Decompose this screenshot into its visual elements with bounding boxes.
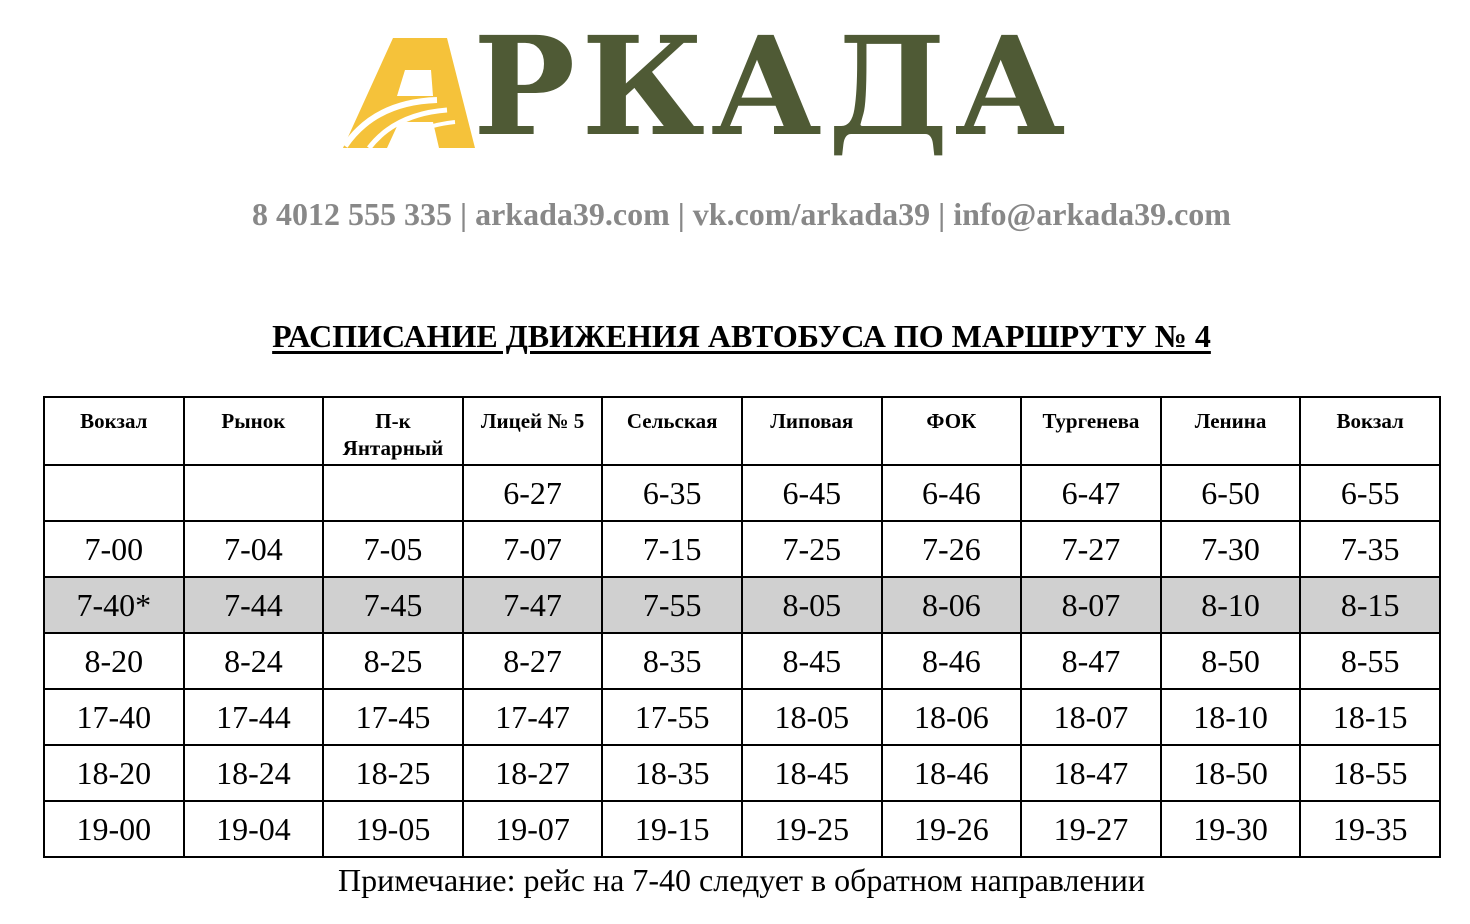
time-cell: 8-47 <box>1021 633 1161 689</box>
time-cell: 7-55 <box>602 577 742 633</box>
time-cell: 18-50 <box>1161 745 1301 801</box>
footnote: Примечание: рейс на 7-40 следует в обратном направлении <box>337 862 1146 898</box>
time-cell: 7-00 <box>44 521 184 577</box>
time-cell: 18-27 <box>463 745 603 801</box>
stop-header: Ленина <box>1161 397 1301 465</box>
time-cell: 6-45 <box>742 465 882 521</box>
time-cell: 18-24 <box>184 745 324 801</box>
time-cell: 8-24 <box>184 633 324 689</box>
time-cell: 8-07 <box>1021 577 1161 633</box>
stop-header: П-к Янтарный <box>323 397 463 465</box>
time-cell: 19-04 <box>184 801 324 857</box>
time-cell: 7-40* <box>44 577 184 633</box>
time-cell: 8-35 <box>602 633 742 689</box>
table-row <box>44 801 1440 857</box>
time-cell: 8-15 <box>1300 577 1440 633</box>
time-cell: 6-50 <box>1161 465 1301 521</box>
schedule-body <box>44 465 1440 857</box>
time-cell: 6-47 <box>1021 465 1161 521</box>
contact-line: 8 4012 555 335 | arkada39.com | vk.com/arkada39 | info@arkada39.com <box>252 196 1231 232</box>
time-cell: 7-25 <box>742 521 882 577</box>
time-cell: 8-27 <box>463 633 603 689</box>
time-cell <box>44 465 184 521</box>
time-cell: 8-06 <box>882 577 1022 633</box>
time-cell: 17-45 <box>323 689 463 745</box>
time-cell: 19-00 <box>44 801 184 857</box>
table-row <box>44 465 1440 521</box>
time-cell: 19-27 <box>1021 801 1161 857</box>
time-cell: 6-27 <box>463 465 603 521</box>
time-cell: 8-46 <box>882 633 1022 689</box>
stop-header: Вокзал <box>1300 397 1440 465</box>
stop-header: Рынок <box>184 397 324 465</box>
time-cell: 19-05 <box>323 801 463 857</box>
time-cell: 8-05 <box>742 577 882 633</box>
table-row <box>44 745 1440 801</box>
table-row <box>44 689 1440 745</box>
stop-header: Вокзал <box>44 397 184 465</box>
time-cell: 18-55 <box>1300 745 1440 801</box>
time-cell <box>184 465 324 521</box>
time-cell: 19-30 <box>1161 801 1301 857</box>
time-cell: 7-47 <box>463 577 603 633</box>
time-cell: 18-07 <box>1021 689 1161 745</box>
time-cell: 18-10 <box>1161 689 1301 745</box>
time-cell: 7-26 <box>882 521 1022 577</box>
time-cell: 8-25 <box>323 633 463 689</box>
time-cell: 7-05 <box>323 521 463 577</box>
time-cell: 8-45 <box>742 633 882 689</box>
time-cell: 17-47 <box>463 689 603 745</box>
time-cell: 18-20 <box>44 745 184 801</box>
time-cell: 18-25 <box>323 745 463 801</box>
table-row <box>44 633 1440 689</box>
schedule-title: РАСПИСАНИЕ ДВИЖЕНИЯ АВТОБУСА ПО МАРШРУТУ № 4 <box>272 318 1211 354</box>
stop-header: ФОК <box>882 397 1022 465</box>
time-cell: 19-15 <box>602 801 742 857</box>
time-cell: 7-30 <box>1161 521 1301 577</box>
stop-header: Тургенева <box>1021 397 1161 465</box>
time-cell: 18-15 <box>1300 689 1440 745</box>
time-cell: 6-55 <box>1300 465 1440 521</box>
time-cell: 7-44 <box>184 577 324 633</box>
time-cell: 8-10 <box>1161 577 1301 633</box>
time-cell: 19-07 <box>463 801 603 857</box>
time-cell: 7-07 <box>463 521 603 577</box>
time-cell: 18-47 <box>1021 745 1161 801</box>
time-cell: 17-44 <box>184 689 324 745</box>
time-cell: 7-04 <box>184 521 324 577</box>
time-cell: 8-20 <box>44 633 184 689</box>
time-cell: 8-50 <box>1161 633 1301 689</box>
time-cell: 18-06 <box>882 689 1022 745</box>
schedule-table <box>43 396 1441 858</box>
time-cell: 18-35 <box>602 745 742 801</box>
time-cell <box>323 465 463 521</box>
time-cell: 18-45 <box>742 745 882 801</box>
time-cell: 18-05 <box>742 689 882 745</box>
time-cell: 7-27 <box>1021 521 1161 577</box>
time-cell: 19-35 <box>1300 801 1440 857</box>
time-cell: 7-45 <box>323 577 463 633</box>
time-cell: 8-55 <box>1300 633 1440 689</box>
arkada-logo <box>335 7 1145 167</box>
header-row <box>44 397 1440 465</box>
stop-header: Лицей № 5 <box>463 397 603 465</box>
time-cell: 19-25 <box>742 801 882 857</box>
time-cell: 6-46 <box>882 465 1022 521</box>
stop-header: Сельская <box>602 397 742 465</box>
road-a-icon <box>335 30 485 155</box>
logo-wordmark: РКАДА <box>473 7 1072 167</box>
table-row <box>44 577 1440 633</box>
stop-header: Липовая <box>742 397 882 465</box>
time-cell: 7-35 <box>1300 521 1440 577</box>
time-cell: 18-46 <box>882 745 1022 801</box>
table-row <box>44 521 1440 577</box>
time-cell: 7-15 <box>602 521 742 577</box>
time-cell: 6-35 <box>602 465 742 521</box>
time-cell: 19-26 <box>882 801 1022 857</box>
time-cell: 17-55 <box>602 689 742 745</box>
time-cell: 17-40 <box>44 689 184 745</box>
